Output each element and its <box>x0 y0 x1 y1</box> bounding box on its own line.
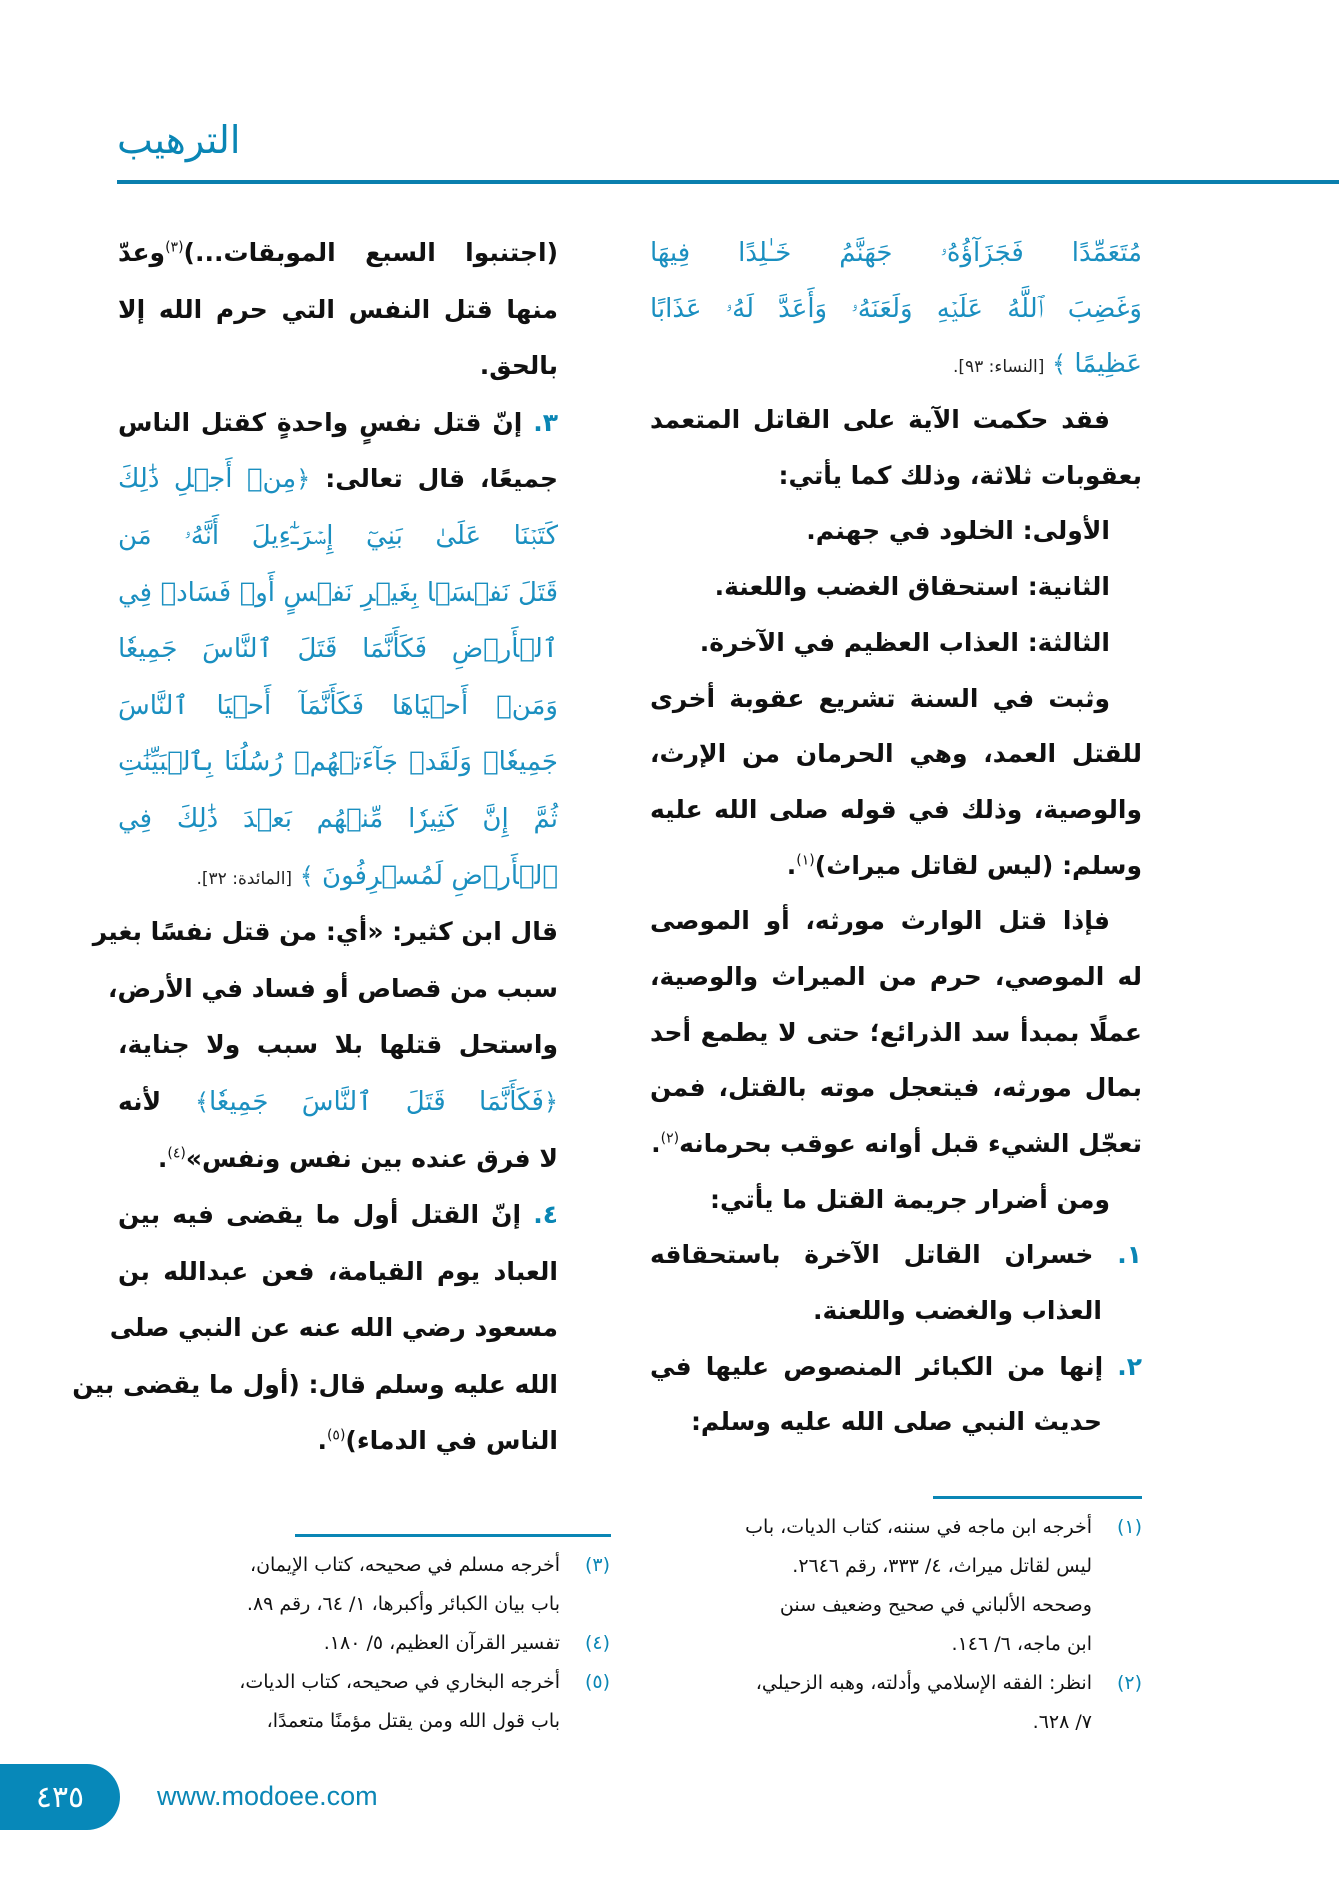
footnote-number: (٥) <box>584 1671 610 1693</box>
left-text-column <box>72 225 558 1470</box>
footnote-separator-left <box>295 1534 611 1537</box>
footnote-line: أخرجه مسلم في صحيحه، كتاب الإيمان، <box>249 1554 560 1576</box>
body-text: إنها من الكبائر المنصوص عليها في <box>650 1351 1104 1381</box>
body-text: فقد حكمت الآية على القاتل المتعمد <box>650 405 1110 435</box>
text-line <box>650 559 1142 615</box>
quran-verse: وَمَنۡ أَحۡيَاهَا فَكَأَنَّمَآ أَحۡيَا ٱلنَّاسَ <box>118 690 558 721</box>
list-number: ١. <box>1093 1240 1143 1270</box>
body-text: العباد يوم القيامة، فعن عبدالله بن <box>118 1256 558 1286</box>
text-line <box>118 1017 558 1074</box>
quran-verse: مُتَعَمِّدًا فَجَزَآؤُهُۥ جَهَنَّمُ خَـٰلِدًا فِيهَا <box>650 238 1142 268</box>
body-text: فإذا قتل الوارث مورثه، أو الموصى <box>650 906 1110 936</box>
text-line <box>118 791 558 848</box>
header-rule <box>117 180 1339 184</box>
quran-bracket: ﴿ <box>296 465 311 494</box>
website-link[interactable]: www.modoee.com <box>157 1781 378 1811</box>
body-text: تعجّل الشيء قبل أوانه عوقب بحرمانه <box>679 1129 1142 1158</box>
body-text: جميعًا، قال تعالى: <box>310 464 558 494</box>
footnote-line: باب قول الله ومن يقتل مؤمنًا متعمدًا، <box>266 1710 560 1732</box>
footnote-marker[interactable]: (٥) <box>326 1428 346 1445</box>
footnote-line: تفسير القرآن العظيم، ٥/ ١٨٠. <box>323 1632 560 1654</box>
body-text: الخلود في جهنم. <box>806 516 1023 546</box>
body-text: استحقاق الغضب واللعنة. <box>714 572 1028 602</box>
body-text: . <box>317 1426 327 1456</box>
footnote-line: ليس لقاتل ميراث، ٤/ ٣٣٣، رقم ٢٦٤٦. <box>792 1555 1092 1577</box>
quran-verse: قَتَلَ نَفۡسَۢا بِغَيۡرِ نَفۡسٍ أَوۡ فَسَادٖ فِي <box>118 577 558 608</box>
quran-bracket: ﴾ <box>292 861 314 890</box>
bold-text: الأولى: <box>1022 516 1110 546</box>
text-line <box>118 1413 558 1470</box>
body-text: للقتل العمد، وهي الحرمان من الإرث، <box>650 739 1142 769</box>
text-line <box>650 448 1142 504</box>
text-line <box>650 336 1142 392</box>
text-line <box>118 1074 558 1131</box>
body-text: والوصية، وذلك في قوله صلى الله عليه <box>650 794 1142 824</box>
footnote-line: وصححه الألباني في صحيح وضعيف سنن <box>779 1594 1092 1616</box>
text-line <box>108 961 558 1018</box>
text-line <box>118 282 558 339</box>
text-line <box>109 1300 558 1357</box>
footnote <box>650 1664 1142 1742</box>
body-text: بعقوبات ثلاثة، وذلك كما يأتي: <box>778 460 1142 490</box>
footnote-number: (١) <box>1116 1516 1142 1538</box>
text-line <box>118 1187 558 1244</box>
list-number: ٢. <box>1103 1351 1142 1381</box>
text-line <box>118 395 558 452</box>
text-line <box>118 678 558 735</box>
footnotes-right <box>650 1508 1142 1742</box>
body-text: وعدّ <box>118 238 166 267</box>
quran-verse: جَمِيعٗاۚ وَلَقَدۡ جَآءَتۡهُمۡ رُسُلُنَا بِٱلۡبَيِّنَٰتِ <box>118 747 558 778</box>
text-line <box>118 1244 558 1301</box>
footnote-line: باب بيان الكبائر وأكبرها، ١/ ٦٤، رقم ٨٩. <box>246 1593 560 1615</box>
text-line <box>118 565 558 622</box>
body-text: إنّ قتل نفسٍ واحدةٍ كقتل الناس <box>118 407 523 437</box>
footnote-number: (٢) <box>1116 1672 1142 1694</box>
quran-verse: كَتَبۡنَا عَلَىٰ بَنِيٓ إِسۡرَـٰٓءِيلَ أَنَّهُۥ مَن <box>118 520 558 551</box>
body-text: له الموصي، حرم من الميراث والوصية، <box>650 961 1142 991</box>
bold-text: (ليس لقاتل ميراث) <box>814 850 1054 880</box>
footnote-marker[interactable]: (٢) <box>660 1130 680 1147</box>
list-number: ٤. <box>521 1200 558 1230</box>
text-line <box>650 392 1142 448</box>
body-text: مسعود رضي الله عنه عن النبي صلى <box>109 1313 558 1343</box>
quran-verse: ثُمَّ إِنَّ كَثِيرٗا مِّنۡهُم بَعۡدَ ذَٰلِكَ فِي <box>118 803 558 834</box>
body-text: لأنه <box>118 1086 195 1116</box>
quran-verse: عَظِيمًا <box>1066 349 1142 380</box>
bold-text: الثانية: <box>1027 572 1110 602</box>
body-text: وثبت في السنة تشريع عقوبة أخرى <box>650 683 1110 713</box>
text-line <box>650 1339 1142 1395</box>
footnote-number: (٣) <box>584 1554 610 1576</box>
footnotes-left <box>118 1546 610 1741</box>
body-text: عملًا بمبدأ سد الذرائع؛ حتى لا يطمع أحد <box>650 1017 1142 1047</box>
text-line <box>650 281 1142 337</box>
quran-bracket: ﴾ <box>194 1087 209 1116</box>
text-line <box>650 1283 1142 1339</box>
verse-reference: [المائدة: ٣٢]. <box>196 868 293 889</box>
text-line <box>118 734 558 791</box>
body-text: سبب من قصاص أو فساد في الأرض، <box>108 973 558 1003</box>
footnote-marker[interactable]: (٤) <box>167 1145 186 1162</box>
text-line <box>650 893 1142 949</box>
text-line <box>650 949 1142 1005</box>
body-text: ومن أضرار جريمة القتل ما يأتي: <box>710 1184 1110 1214</box>
page-number-badge <box>0 1764 120 1830</box>
page-number: ٤٣٥ <box>35 1779 85 1815</box>
text-line <box>650 782 1142 838</box>
quran-bracket: ﴾ <box>1044 350 1067 379</box>
footnote-line: ابن ماجه، ٦/ ١٤٦. <box>951 1633 1092 1655</box>
body-text: حديث النبي صلى الله عليه وسلم: <box>690 1407 1102 1437</box>
text-line <box>650 1394 1142 1450</box>
text-line <box>650 1172 1142 1228</box>
text-line <box>118 508 558 565</box>
footnote-line: انظر: الفقه الإسلامي وأدلته، وهبه الزحيلي، <box>755 1672 1092 1694</box>
footnote-line: أخرجه البخاري في صحيحه، كتاب الديات، <box>239 1671 560 1693</box>
footnote-separator-right <box>933 1496 1142 1499</box>
footnote-marker[interactable]: (١) <box>796 852 815 869</box>
text-line <box>650 1060 1142 1116</box>
text-line <box>650 726 1142 782</box>
list-number: ٣. <box>522 407 558 437</box>
footnote-marker[interactable]: (٣) <box>165 239 184 256</box>
text-line <box>650 615 1142 671</box>
quran-verse: مِنۡ أَجۡلِ ذَٰلِكَ <box>118 464 297 495</box>
footnote-line: أخرجه ابن ماجه في سننه، كتاب الديات، باب <box>745 1516 1092 1538</box>
body-text: الله عليه وسلم قال: <box>299 1369 558 1399</box>
verse-reference: [النساء: ٩٣]. <box>952 357 1045 378</box>
quran-verse: فَكَأَنَّمَا قَتَلَ ٱلنَّاسَ جَمِيعٗا <box>209 1086 544 1117</box>
body-text: منها قتل النفس التي حرم الله إلا <box>118 294 558 324</box>
running-header-title: الترهيب <box>117 118 241 162</box>
footnote <box>118 1624 610 1663</box>
body-text: خسران القاتل الآخرة باستحقاقه <box>650 1240 1094 1270</box>
bold-text: الناس في الدماء) <box>345 1426 558 1456</box>
body-text: وسلم: <box>1053 850 1142 880</box>
quran-verse: وَغَضِبَ ٱللَّهُ عَلَيۡهِ وَلَعَنَهُۥ وَأَعَدَّ لَهُۥ عَذَابًا <box>650 293 1142 324</box>
footnote-line: ٧/ ٦٢٨. <box>1032 1711 1092 1733</box>
body-text: . <box>786 850 797 880</box>
body-text: . <box>651 1129 661 1158</box>
footnote-number: (٤) <box>584 1632 610 1654</box>
quran-bracket: ﴿ <box>543 1087 558 1116</box>
text-line <box>118 338 558 395</box>
footnote <box>650 1508 1142 1664</box>
body-text: قال ابن كثير: «أي: من قتل نفسًا بغير <box>92 917 558 947</box>
body-text: . <box>157 1143 168 1173</box>
text-line <box>118 848 558 905</box>
text-line <box>650 838 1142 894</box>
right-text-column <box>650 225 1142 1450</box>
text-line <box>118 225 558 282</box>
text-line <box>72 1357 558 1414</box>
body-text: إنّ القتل أول ما يقضى فيه بين <box>118 1200 522 1230</box>
text-line <box>118 621 558 678</box>
bold-text: (أول ما يقضى بين <box>72 1369 300 1399</box>
footnote <box>118 1546 610 1624</box>
body-text: لا فرق عنده بين نفس ونفس» <box>185 1143 558 1173</box>
body-text: بمال مورثه، فيتعجل موته بالقتل، فمن <box>650 1073 1142 1103</box>
text-line <box>118 1131 558 1188</box>
bold-text: (اجتنبوا السبع الموبقات...) <box>183 238 558 267</box>
footnote <box>118 1663 610 1741</box>
body-text: العذاب والغضب واللعنة. <box>813 1296 1102 1326</box>
body-text: واستحل قتلها بلا سبب ولا جناية، <box>118 1030 558 1060</box>
text-line <box>92 904 558 961</box>
text-line <box>650 671 1142 727</box>
text-line <box>650 503 1142 559</box>
body-text: بالحق. <box>479 351 558 381</box>
text-line <box>650 1116 1142 1172</box>
bold-text: الثالثة: <box>1027 627 1110 657</box>
body-text: العذاب العظيم في الآخرة. <box>699 627 1028 657</box>
text-line <box>118 451 558 508</box>
text-line <box>650 225 1142 281</box>
text-line <box>650 1227 1142 1283</box>
quran-verse: ٱلۡأَرۡضِ لَمُسۡرِفُونَ <box>313 860 558 891</box>
text-line <box>650 1005 1142 1061</box>
quran-verse: ٱلۡأَرۡضِ فَكَأَنَّمَا قَتَلَ ٱلنَّاسَ جَمِيعٗا <box>118 634 558 665</box>
